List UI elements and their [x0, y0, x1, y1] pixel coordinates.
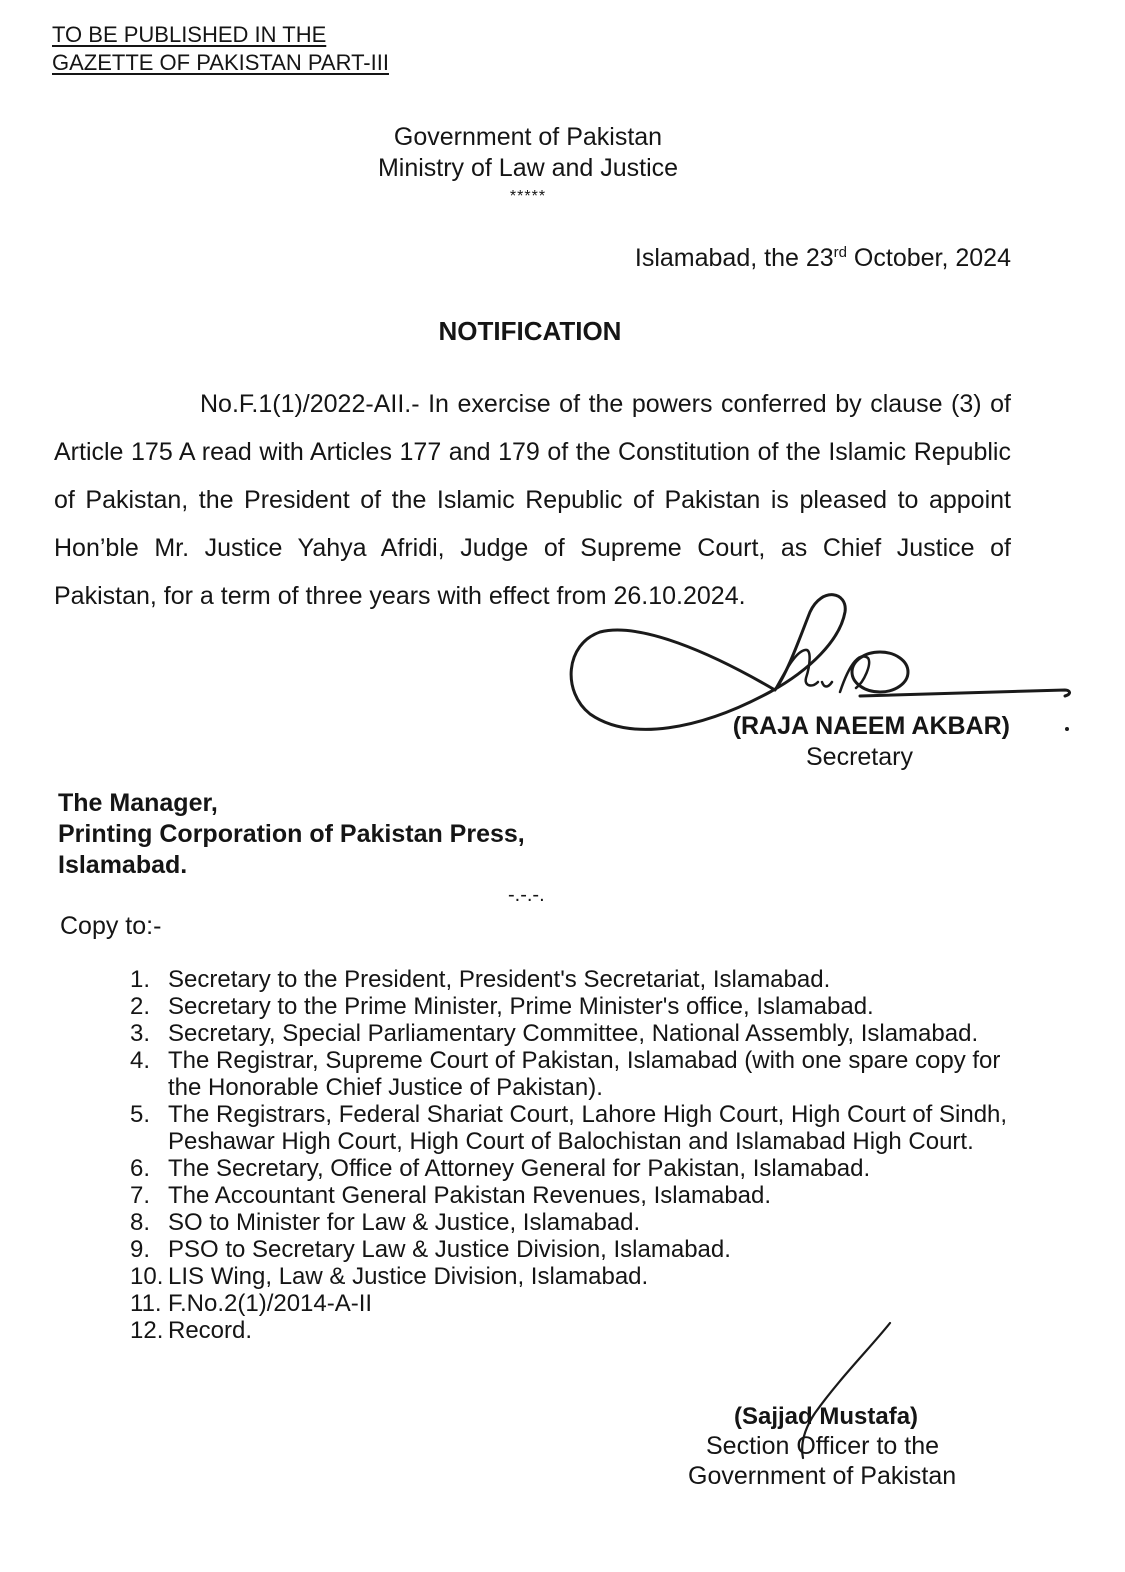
signatory-designation: Secretary — [806, 743, 913, 771]
list-item — [130, 1020, 1020, 1047]
list-item-number: 12. — [130, 1317, 164, 1344]
list-item-text: Secretary to the Prime Minister, Prime Minister's office, Islamabad. — [168, 993, 874, 1020]
list-item-number: 6. — [130, 1155, 151, 1182]
list-item — [130, 993, 1020, 1020]
list-item-number: 9. — [130, 1236, 151, 1263]
addressee-block — [58, 788, 525, 881]
addressee-line2: Printing Corporation of Pakistan Press, — [58, 820, 525, 848]
list-item — [130, 1236, 1020, 1263]
list-item — [130, 966, 1020, 993]
list-item-number: 7. — [130, 1182, 151, 1209]
dateline-prefix: Islamabad, the 23 — [634, 244, 834, 272]
signatory-name: (RAJA NAEEM AKBAR) — [732, 712, 1010, 740]
list-item-text: SO to Minister for Law & Justice, Islamabad. — [168, 1209, 641, 1236]
list-item-text: The Registrars, Federal Shariat Court, Lahore High Court, High Court of Sindh, Peshawar High Court, High Court of Balochistan and Islamabad High Court. — [168, 1101, 1008, 1155]
gazette-heading-line2: GAZETTE OF PAKISTAN PART-III — [52, 50, 389, 75]
list-item — [130, 1209, 1020, 1236]
list-item-number: 4. — [130, 1047, 151, 1074]
copy-to-label: Copy to:- — [60, 912, 162, 940]
section-officer-organisation: Government of Pakistan — [688, 1462, 957, 1490]
list-item-text: The Secretary, Office of Attorney General for Pakistan, Islamabad. — [168, 1155, 871, 1182]
list-item-text: Secretary, Special Parliamentary Committee, National Assembly, Islamabad. — [168, 1020, 979, 1047]
dateline — [635, 244, 1011, 273]
list-item — [130, 1290, 1020, 1317]
list-item-number: 2. — [130, 993, 151, 1020]
list-item — [130, 1182, 1020, 1209]
list-item-number: 8. — [130, 1209, 151, 1236]
section-officer-title: Section Officer to the — [706, 1432, 939, 1460]
list-item-number: 3. — [130, 1020, 151, 1047]
separator: -.-.-. — [508, 884, 545, 906]
list-item-text: The Accountant General Pakistan Revenues, Islamabad. — [168, 1182, 772, 1209]
government-heading: Government of Pakistan — [393, 123, 663, 151]
list-item — [130, 1263, 1020, 1290]
dateline-rest: October, 2024 — [846, 244, 1011, 272]
list-item-text: PSO to Secretary Law & Justice Division, Islamabad. — [168, 1236, 731, 1263]
list-item-text: F.No.2(1)/2014-A-II — [168, 1290, 373, 1317]
addressee-line1: The Manager, — [58, 789, 218, 817]
gazette-heading-line1: TO BE PUBLISHED IN THE — [52, 22, 327, 47]
list-item-text: The Registrar, Supreme Court of Pakistan, Islamabad (with one spare copy for the Honorable Chief Justice of Pakistan). — [168, 1047, 1001, 1101]
list-item-number: 5. — [130, 1101, 151, 1128]
addressee-line3: Islamabad. — [58, 851, 188, 879]
list-item-number: 10. — [130, 1263, 164, 1290]
ministry-heading: Ministry of Law and Justice — [377, 154, 679, 182]
notification-body: No.F.1(1)/2022-AII.- In exercise of the powers conferred by clause (3) of Article 175 A read with Articles 177 and 179 of the Constitution of the Islamic Republic of Pakistan, the President of the Islamic Republic of Pakistan is pleased to appoint Hon’ble Mr. Justice Yahya Afridi, Judge of Supreme Court, as Chief Justice of Pakistan, for a term of three years with effect from 26.10.2024. — [54, 390, 1011, 610]
header-stars: ***** — [509, 188, 547, 205]
notification-title: NOTIFICATION — [438, 316, 622, 346]
list-item-text: Record. — [168, 1317, 253, 1344]
list-item-text: Secretary to the President, President's Secretariat, Islamabad. — [168, 966, 831, 993]
section-officer-name: (Sajjad Mustafa) — [734, 1403, 919, 1430]
list-item — [130, 1047, 1020, 1101]
list-item — [130, 1155, 1020, 1182]
list-item-text: LIS Wing, Law & Justice Division, Islamabad. — [168, 1263, 649, 1290]
dateline-ordinal: rd — [833, 244, 847, 261]
list-item-number: 11. — [130, 1290, 162, 1317]
list-item — [130, 1101, 1020, 1155]
copy-to-list — [130, 966, 1020, 1344]
list-item-number: 1. — [130, 966, 151, 993]
